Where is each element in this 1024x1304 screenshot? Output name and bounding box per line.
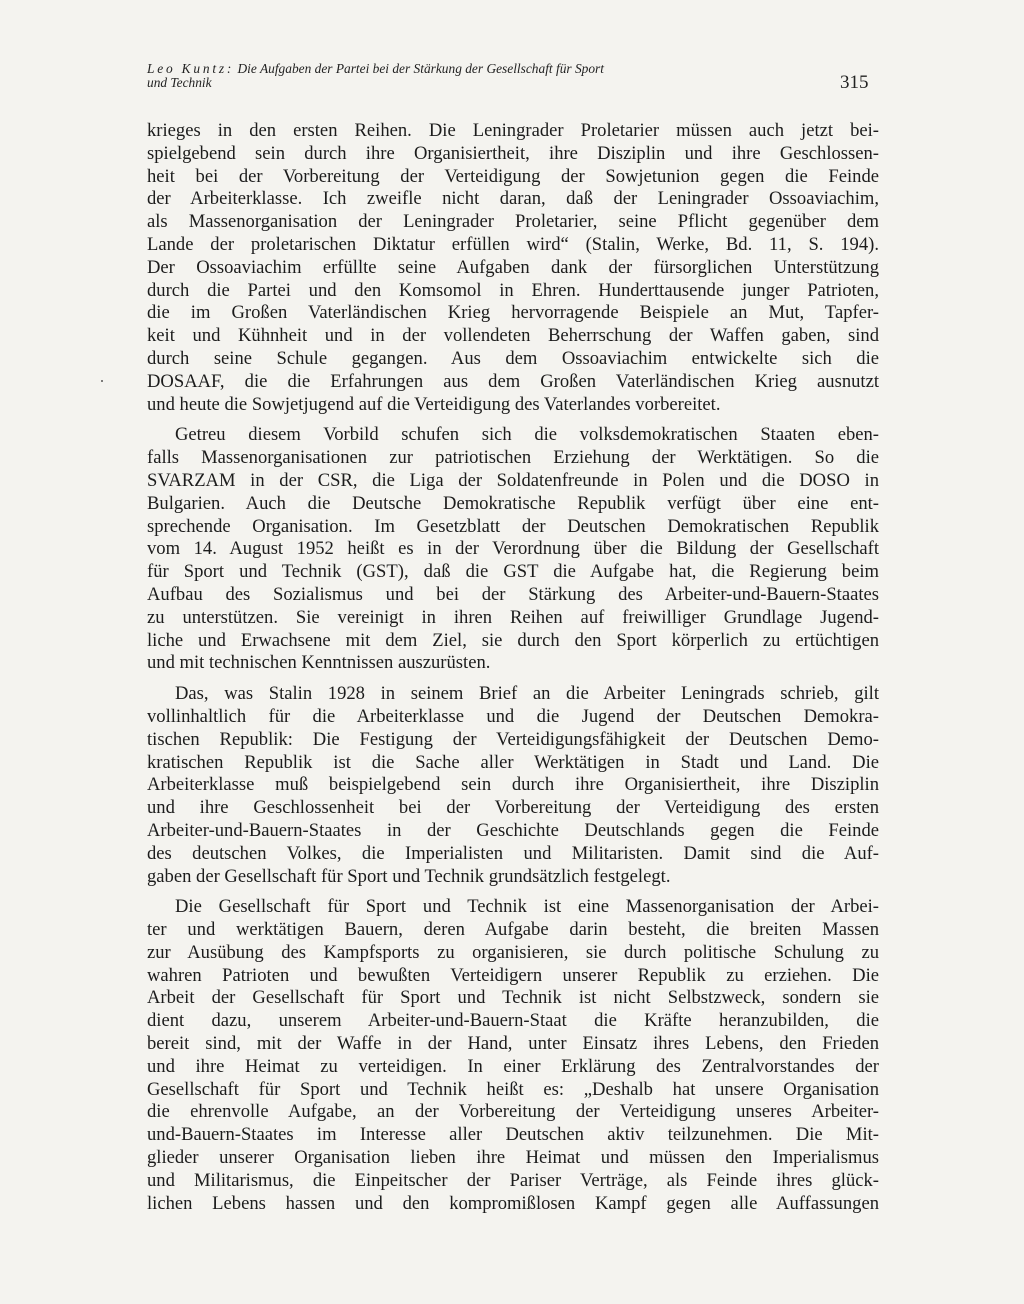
text-line: keit und Kühnheit und in der vollendeten Beherrschung der Waffen gaben, sind [147,325,879,347]
running-head-line-1 [147,62,787,76]
paragraph-3 [147,683,879,888]
text-line: und Militarismus, die Einpeitscher der Pariser Verträge, als Feinde ihres glück- [147,1169,879,1191]
text-line: als Massenorganisation der Leningrader Proletarier, seine Pflicht gegenüber dem [147,211,879,233]
text-line: und heute die Sowjetjugend auf die Verteidigung des Vaterlandes vorbereitet. [147,393,721,415]
text-line: sprechende Organisation. Im Gesetzblatt der Deutschen Demokratischen Republik [147,515,879,537]
text-line: DOSAAF, die die Erfahrungen aus dem Großen Vaterländischen Krieg ausnutzt [147,370,879,392]
body-text [147,120,879,1223]
text-line: SVARZAM in der CSR, die Liga der Soldatenfreunde in Polen und die DOSO in [147,469,879,491]
text-line: lichen Lebens hassen und den kompromißlosen Kampf gegen alle Auffassungen [147,1192,879,1214]
scan-speck [101,380,103,382]
text-line: Lande der proletarischen Diktatur erfüllen wird“ (Stalin, Werke, Bd. 11, S. 194). [147,233,879,255]
author-name: Leo Kuntz: [147,61,235,76]
text-line: für Sport und Technik (GST), daß die GST die Aufgabe hat, die Regierung beim [147,561,879,583]
text-line: Bulgarien. Auch die Deutsche Demokratische Republik verfügt über eine ent- [147,492,879,514]
running-head-line-2: und Technik [147,75,212,90]
text-line: dient dazu, unserem Arbeiter-und-Bauern-Staat die Kräfte heranzubilden, die [147,1010,879,1032]
paragraph-1 [147,120,879,416]
text-line: heit bei der Vorbereitung der Verteidigung der Sowjetunion gegen die Feinde [147,165,879,187]
text-line: Gesellschaft für Sport und Technik heißt es: „Deshalb hat unsere Organisation [147,1078,879,1100]
paragraph-4 [147,896,879,1215]
text-line: vom 14. August 1952 heißt es in der Verordnung über die Bildung der Gesellschaft [147,538,879,560]
text-line: kratischen Republik ist die Sache aller Werktätigen in Stadt und Land. Die [147,751,879,773]
text-line: liche und Erwachsene mit dem Ziel, sie durch den Sport körperlich zu ertüchtigen [147,629,879,651]
text-line: Die Gesellschaft für Sport und Technik ist eine Massenorganisation der Arbei- [175,896,879,918]
text-line: tischen Republik: Die Festigung der Verteidigungsfähigkeit der Deutschen Demo- [147,728,879,750]
text-line: Arbeit der Gesellschaft für Sport und Technik ist nicht Selbstzweck, sondern sie [147,987,879,1009]
text-line: und mit technischen Kenntnissen auszurüsten. [147,652,491,674]
text-line: spielgebend sein durch ihre Organisiertheit, ihre Disziplin und ihre Geschlossen- [147,142,879,164]
paragraph-2 [147,424,879,675]
text-line: Arbeiter-und-Bauern-Staates in der Geschichte Deutschlands gegen die Feinde [147,819,879,841]
text-line: zu unterstützen. Sie vereinigt in ihren Reihen auf freiwilliger Grundlage Jugend- [147,606,879,628]
text-line: krieges in den ersten Reihen. Die Leningrader Proletarier müssen auch jetzt bei- [147,120,879,141]
running-head [147,62,787,90]
text-line: die ehrenvolle Aufgabe, an der Vorbereitung der Verteidigung unseres Arbeiter- [147,1101,879,1123]
text-line: Aufbau des Sozialismus und bei der Stärkung des Arbeiter-und-Bauern-Staates [147,583,879,605]
text-line: wahren Patrioten und bewußten Verteidigern unserer Republik zu erziehen. Die [147,964,879,986]
text-line: Getreu diesem Vorbild schufen sich die volksdemokratischen Staaten eben- [175,424,879,446]
text-line: des deutschen Volkes, die Imperialisten und Militaristen. Damit sind die Auf- [147,842,879,864]
text-line: durch die Partei und den Komsomol in Ehren. Hunderttausende junger Patrioten, [147,279,879,301]
text-line: vollinhaltlich für die Arbeiterklasse und die Jugend der Deutschen Demokra- [147,705,879,727]
text-line: ter und werktätigen Bauern, deren Aufgabe darin besteht, die breiten Massen [147,919,879,941]
text-line: und ihre Heimat zu verteidigen. In einer Erklärung des Zentralvorstandes der [147,1055,879,1077]
text-line: Der Ossoaviachim erfüllte seine Aufgaben dank der fürsorglichen Unterstützung [147,256,879,278]
text-line: gaben der Gesellschaft für Sport und Technik grundsätzlich festgelegt. [147,865,671,887]
text-line: durch seine Schule gegangen. Aus dem Ossoaviachim entwickelte sich die [147,347,879,369]
text-line: falls Massenorganisationen zur patriotischen Erziehung der Werktätigen. So die [147,447,879,469]
text-line: Arbeiterklasse muß beispielgebend sein durch ihre Organisiertheit, ihre Disziplin [147,774,879,796]
text-line: Das, was Stalin 1928 in seinem Brief an die Arbeiter Leningrads schrieb, gilt [175,683,879,705]
page-number: 315 [840,72,869,93]
text-line: und ihre Geschlossenheit bei der Vorbereitung der Verteidigung des ersten [147,797,879,819]
text-line: die im Großen Vaterländischen Krieg hervorragende Beispiele an Mut, Tapfer- [147,302,879,324]
article-title: Die Aufgaben der Partei bei der Stärkung der Gesellschaft für Sport [237,61,604,76]
text-line: und-Bauern-Staates im Interesse aller Deutschen aktiv teilzunehmen. Die Mit- [147,1124,879,1146]
text-line: bereit sind, mit der Waffe in der Hand, unter Einsatz ihres Lebens, den Frieden [147,1033,879,1055]
text-line: glieder unserer Organisation lieben ihre Heimat und müssen den Imperialismus [147,1147,879,1169]
text-line: der Arbeiterklasse. Ich zweifle nicht daran, daß der Leningrader Ossoaviachim, [147,188,879,210]
text-line: zur Ausübung des Kampfsports zu organisieren, sie durch politische Schulung zu [147,941,879,963]
